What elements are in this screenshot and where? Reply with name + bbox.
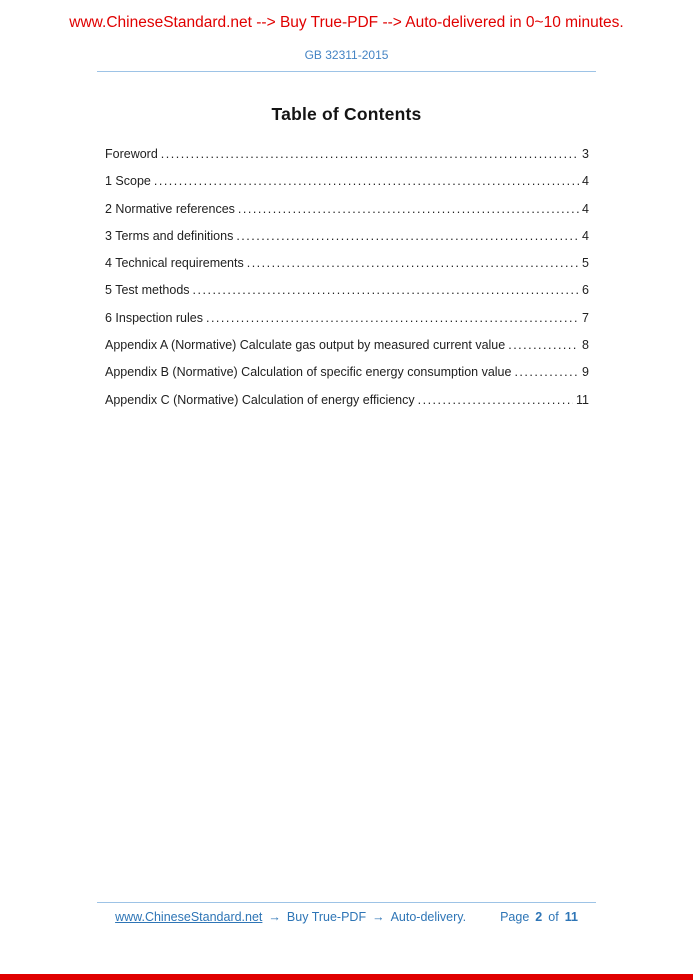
toc-dot-leader: [154, 174, 579, 188]
toc-entry: [105, 338, 589, 365]
toc-entry-page: 5: [582, 256, 589, 271]
arrow-icon: →: [268, 910, 281, 924]
toc-entry-page: 4: [582, 228, 589, 243]
footer-total-pages: 11: [564, 910, 578, 924]
footer-page-word: Page: [500, 910, 530, 924]
toc-dot-leader: [206, 311, 579, 325]
toc-dot-leader: [236, 229, 579, 243]
footer-page-indicator: [500, 910, 578, 924]
footer-page-number: 2: [535, 910, 543, 924]
footer-buy-text: Buy True-PDF: [286, 910, 367, 924]
toc-entry: [105, 283, 589, 310]
toc-dot-leader: [508, 338, 579, 352]
arrow-icon: →: [372, 910, 385, 924]
toc-entry: [105, 147, 589, 174]
header-divider: [97, 71, 596, 72]
header-banner-link[interactable]: www.ChineseStandard.net --> Buy True-PDF --> Auto-delivered in 0~10 minutes.: [69, 14, 624, 31]
toc-entry-label: Appendix C (Normative) Calculation of energy efficiency: [105, 392, 415, 407]
toc-dot-leader: [193, 283, 580, 297]
toc-entry: [105, 393, 589, 420]
toc-entry: [105, 311, 589, 338]
toc-dot-leader: [418, 393, 573, 407]
toc-entry-page: 4: [582, 174, 589, 189]
toc-entry-page: 4: [582, 201, 589, 216]
footer-left-group: [115, 910, 466, 924]
bottom-red-bar: [0, 974, 693, 980]
toc-dot-leader: [161, 147, 579, 161]
page-title: Table of Contents: [271, 104, 422, 124]
toc-entry-page: 9: [582, 365, 589, 380]
footer-delivery-text: Auto-delivery.: [390, 910, 467, 924]
footer-link[interactable]: www.ChineseStandard.net: [115, 910, 263, 924]
toc-entry-label: 3 Terms and definitions: [105, 228, 234, 243]
toc-entry-page: 11: [576, 392, 589, 407]
toc-entry-label: Appendix B (Normative) Calculation of specific energy consumption value: [105, 365, 512, 380]
toc-entry-page: 6: [582, 283, 589, 298]
toc-entry-label: 6 Inspection rules: [105, 310, 203, 325]
toc-entry-page: 8: [582, 338, 589, 353]
toc-entry: [105, 174, 589, 201]
toc-dot-leader: [238, 202, 579, 216]
toc-entry-label: Foreword: [105, 147, 158, 161]
toc-entry: [105, 256, 589, 283]
toc-dot-leader: [247, 256, 579, 270]
toc-list: [105, 147, 589, 420]
footer: [97, 902, 596, 924]
toc-entry-label: 4 Technical requirements: [105, 256, 244, 271]
toc-entry-label: Appendix A (Normative) Calculate gas output by measured current value: [105, 338, 506, 353]
footer-of-word: of: [548, 910, 559, 924]
toc-entry: [105, 202, 589, 229]
doc-code: GB 32311-2015: [304, 48, 389, 62]
toc-entry-label: 1 Scope: [105, 174, 151, 189]
toc-entry-label: 2 Normative references: [105, 201, 235, 216]
toc-entry-page: 3: [582, 147, 589, 161]
toc-entry-page: 7: [582, 310, 589, 325]
toc-dot-leader: [514, 365, 579, 379]
toc-entry: [105, 365, 589, 392]
toc-entry-label: 5 Test methods: [105, 283, 190, 298]
toc-entry: [105, 229, 589, 256]
